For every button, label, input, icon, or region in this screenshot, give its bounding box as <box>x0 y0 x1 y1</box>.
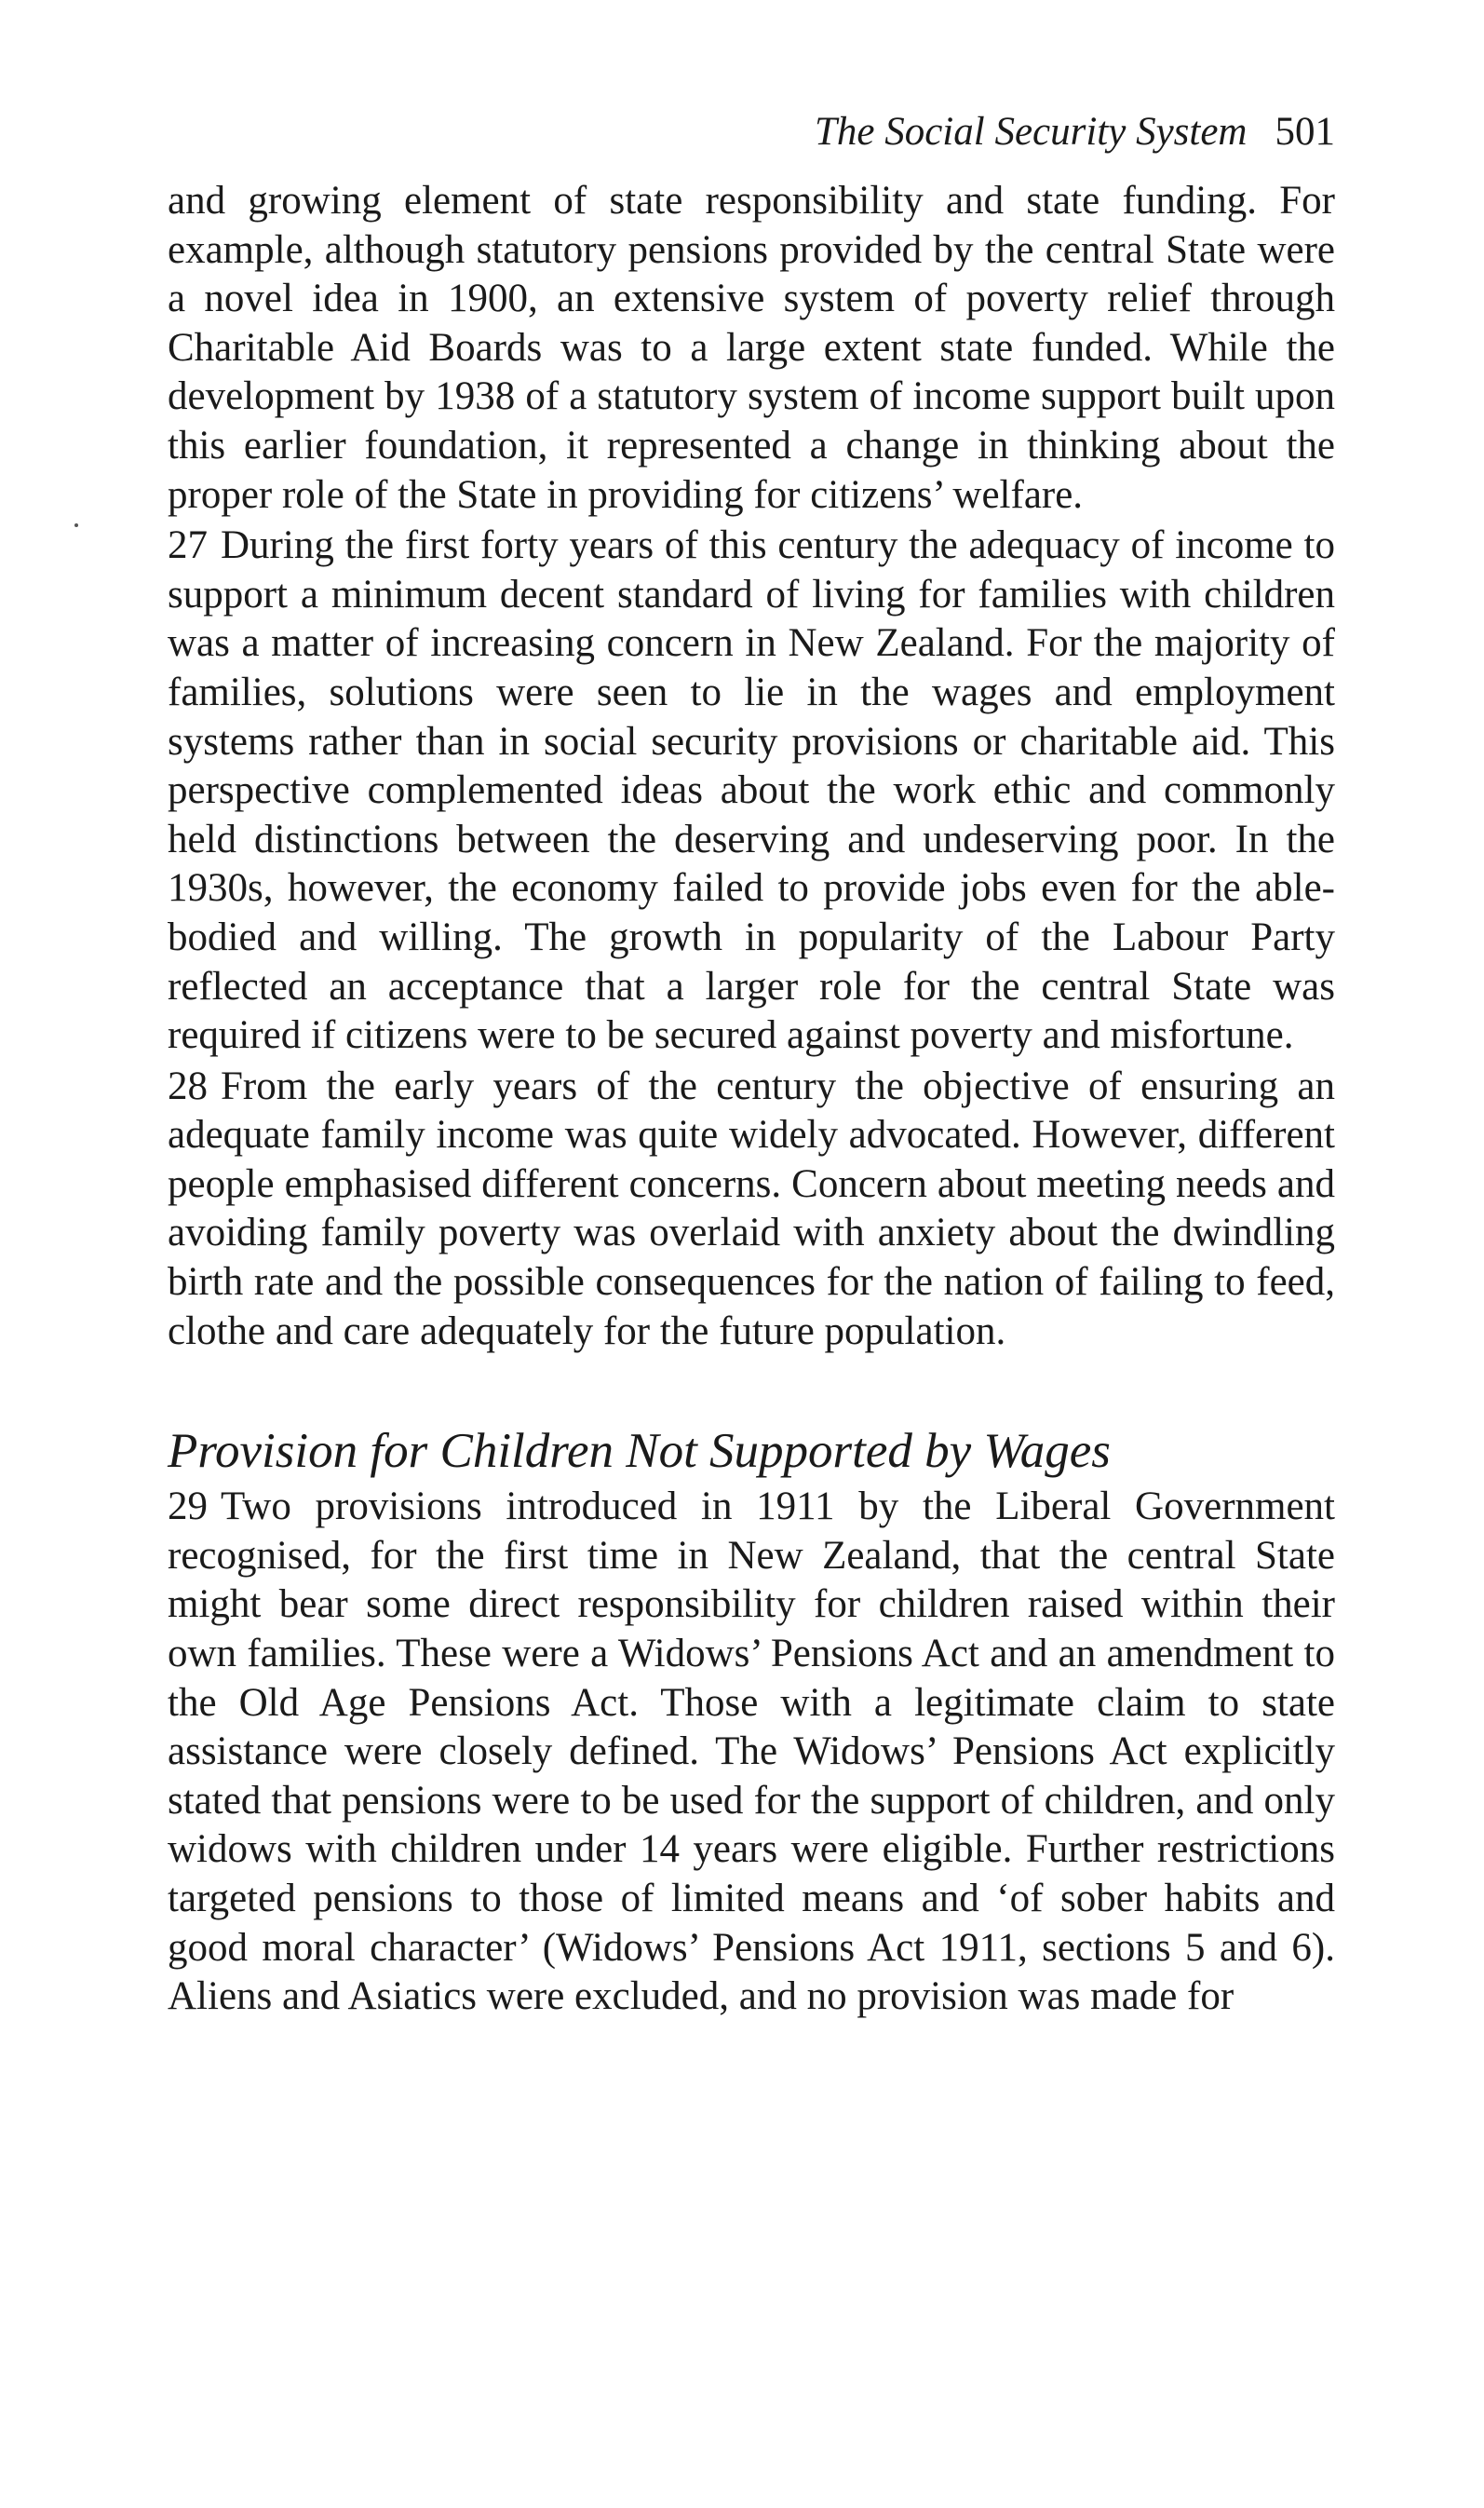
section-body <box>168 1483 1335 2022</box>
page-number: 501 <box>1275 110 1335 154</box>
paragraph-27 <box>168 522 1335 1061</box>
margin-mark <box>74 523 78 527</box>
paragraph-number: 28 <box>168 1064 208 1108</box>
paragraph-text: From the early years of the century the objective of ensuring an adequate family income was quite widely advocated. However, different people emphasised different concerns. Concern about meeting needs and avoiding family poverty was overlaid with anxiety about the dwindling birth rate and the possible consequences for the nation of failing to feed, clothe and care adequately for the future population. <box>168 1064 1335 1353</box>
body-text <box>168 177 1335 1356</box>
section-heading: Provision for Children Not Supported by Wages <box>168 1424 1111 1479</box>
paragraph-number: 27 <box>168 523 208 568</box>
paragraph-text: Two provisions introduced in 1911 by the Liberal Government recognised, for the first time in New Zealand, that the central State might bear some direct responsibility for children raised within their own families. These were a Widows’ Pensions Act and an amendment to the Old Age Pensions Act. Those with a legitimate claim to state assistance were closely defined. The Widows’ Pensions Act explicitly stated that pensions were to be used for the support of children, and only widows with children under 14 years were eligible. Further restrictions targeted pensions to those of limited means and ‘of sober habits and good moral character’ (Widows’ Pensions Act 1911, sections 5 and 6). Aliens and Asiatics were excluded, and no provision was made for <box>168 1484 1335 2019</box>
paragraph-28 <box>168 1063 1335 1357</box>
running-head-title: The Social Security System <box>814 110 1248 154</box>
paragraph-29 <box>168 1483 1335 2022</box>
paragraph-text: During the first forty years of this century the adequacy of income to support a minimum decent standard of living for families with children was a matter of increasing concern in New Zealand. For the majority of families, solutions were seen to lie in the wages and employment systems rather than in social security provisions or charitable aid. This perspective complemented ideas about the work ethic and commonly held distinctions between the deserving and undeserving poor. In the 1930s, however, the economy failed to provide jobs even for the able-bodied and willing. The growth in popularity of the Labour Party reflected an acceptance that a larger role for the central State was required if citizens were to be secured against poverty and misfortune. <box>168 523 1335 1058</box>
paragraph-number: 29 <box>168 1484 208 1529</box>
running-head <box>168 112 1335 177</box>
paragraph-text: and growing element of state responsibility and state funding. For example, although statutory pensions provided by the central State were a novel idea in 1900, an extensive system of poverty relief through Charitable Aid Boards was to a large extent state funded. While the development by 1938 of a statutory system of income support built upon this earlier foundation, it represented a change in thinking about the proper role of the State in providing for citizens’ welfare. <box>168 179 1335 517</box>
book-page <box>168 112 1335 2022</box>
paragraph-continued <box>168 177 1335 520</box>
